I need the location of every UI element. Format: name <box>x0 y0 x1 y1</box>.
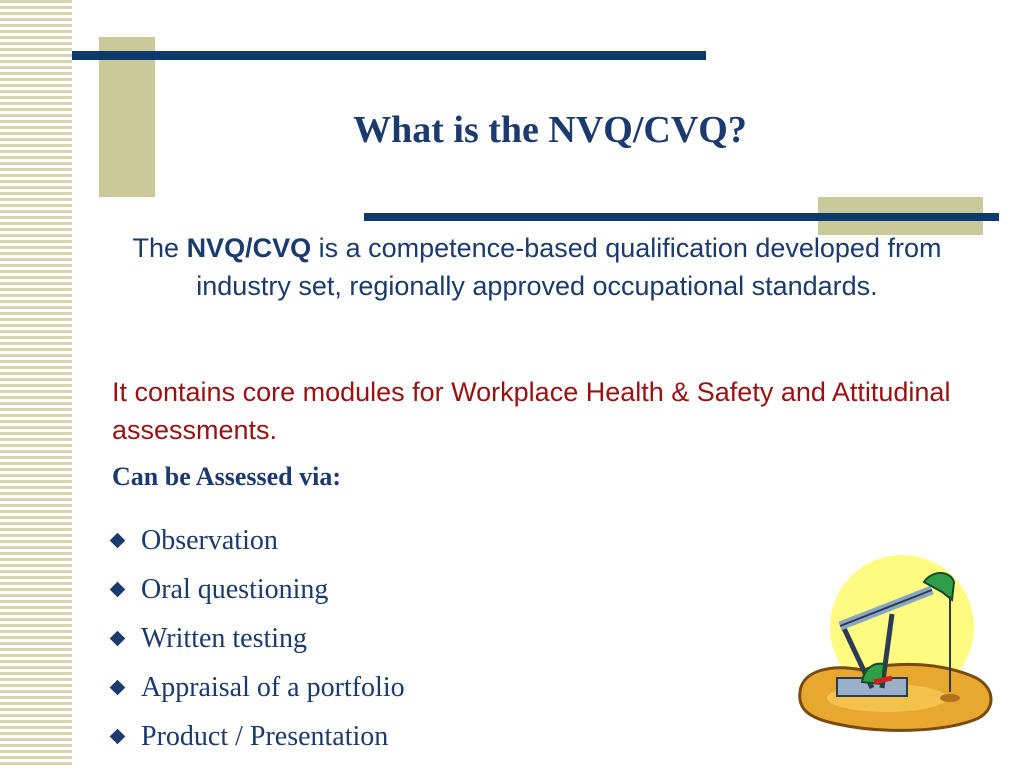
title-rule-bottom <box>364 213 999 221</box>
assessment-methods-list <box>112 516 405 761</box>
list-item <box>112 663 405 712</box>
intro-rest: is a competence-based qualification developed from industry set, regionally approved occupational standards. <box>196 233 942 301</box>
list-item <box>112 565 405 614</box>
decorative-side-stripes <box>0 0 72 768</box>
intro-prefix: The <box>132 233 187 263</box>
decorative-block-top <box>99 37 155 197</box>
diamond-bullet-icon <box>110 729 126 745</box>
list-item-label: Oral questioning <box>141 573 329 605</box>
list-item-label: Product / Presentation <box>141 720 389 752</box>
intro-paragraph <box>112 230 962 306</box>
slide-title: What is the NVQ/CVQ? <box>353 109 747 151</box>
core-modules-text: It contains core modules for Workplace Health & Safety and Attitudinal assessments. <box>112 377 951 445</box>
diamond-bullet-icon <box>110 582 126 598</box>
diamond-bullet-icon <box>110 533 126 549</box>
diamond-bullet-icon <box>110 631 126 647</box>
list-item <box>112 614 405 663</box>
list-item-label: Appraisal of a portfolio <box>141 671 405 703</box>
list-item <box>112 712 405 761</box>
diamond-bullet-icon <box>110 680 126 696</box>
list-item <box>112 516 405 565</box>
title-rule-top <box>72 51 706 60</box>
list-item-label: Written testing <box>141 622 308 654</box>
oil-pump-jack-icon <box>792 552 1002 742</box>
intro-bold-term: NVQ/CVQ <box>186 233 312 263</box>
list-item-label: Observation <box>141 524 278 556</box>
assessment-heading: Can be Assessed via: <box>112 462 341 491</box>
